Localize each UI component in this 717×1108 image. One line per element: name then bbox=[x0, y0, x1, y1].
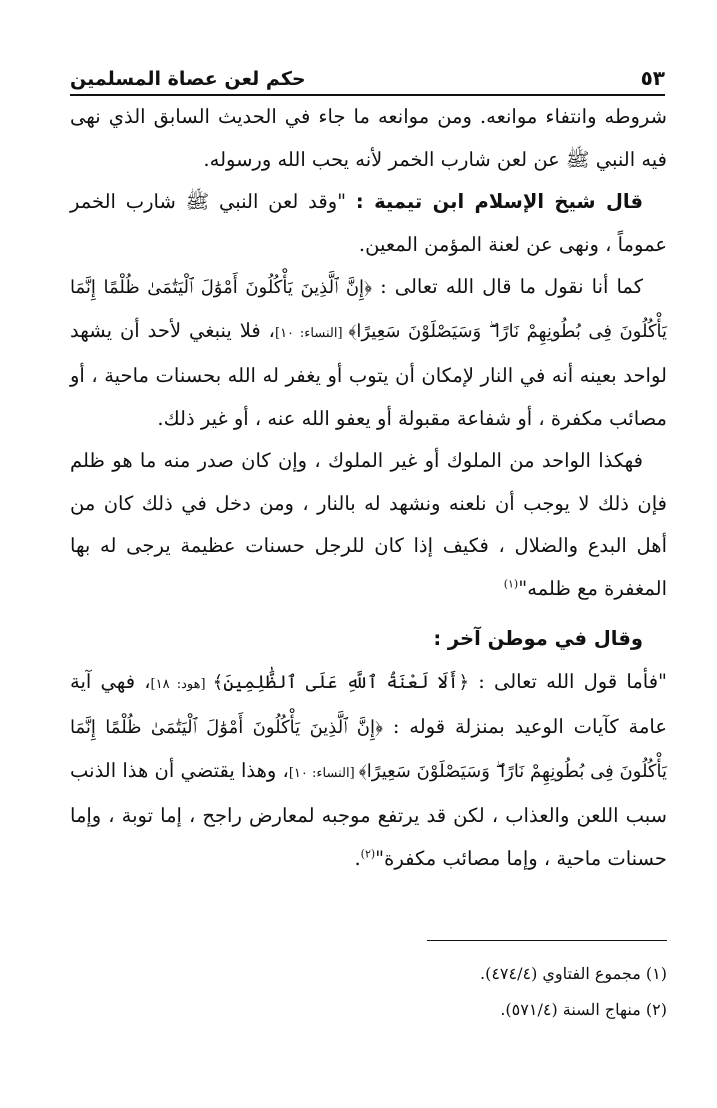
verse-reference-nisa: [النساء: ١٠] bbox=[274, 325, 349, 341]
paragraph-3-intro: كما أنا نقول ما قال الله تعالى : bbox=[372, 275, 643, 298]
footnote-1: (١) مجموع الفتاوي (٤٧٤/٤). bbox=[479, 964, 667, 983]
paragraph-6-end: . bbox=[354, 846, 361, 870]
quran-verse-nisa-10-second: ﴿إِنَّ ٱلَّذِينَ يَأْكُلُونَ أَمْوَٰلَ ٱلْيَتَٰمَىٰ ظُلْمًا إِنَّمَا يَأْكُلُونَ فِى بُطُونِهِمْ نَارًا ۖ وَسَيَصْلَوْنَ سَعِيرًا﴾ bbox=[70, 717, 667, 782]
paragraph-3 bbox=[70, 266, 667, 440]
paragraph-2 bbox=[70, 181, 667, 266]
paragraph-3-rest: ، فلا ينبغي لأحد أن يشهد لواحد بعينه أنه في النار لإمكان أن يتوب أو يغفر له الله بحسنات ماحية ، أو مصائب مكفرة ، أو شفاعة مقبولة أو يعفو الله عنه ، أو غير ذلك. bbox=[70, 318, 667, 430]
paragraph-6-rest: ، وهذا يقتضي أن هذا الذنب سبب اللعن والعذاب ، لكن قد يرتفع موجبه لمعارض راجح ، إما توبة ، وإما حسنات ماحية ، وإما مصائب مكفرة" bbox=[70, 758, 667, 870]
footnotes bbox=[300, 956, 667, 1028]
paragraph-1: شروطه وانتفاء موانعه. ومن موانعه ما جاء في الحديث السابق الذي نهى فيه النبي ﷺ عن لعن شارب الخمر لأنه يحب الله ورسوله. bbox=[70, 105, 667, 171]
quran-verse-nisa-10: ﴿إِنَّ ٱلَّذِينَ يَأْكُلُونَ أَمْوَٰلَ ٱلْيَتَٰمَىٰ ظُلْمًا إِنَّمَا يَأْكُلُونَ فِى بُطُونِهِمْ نَارًا ۖ وَسَيَصْلَوْنَ سَعِيرًا﴾ bbox=[70, 277, 668, 342]
quran-verse-hud-18: ﴿أَلَا لَعْنَةُ ٱللَّهِ عَلَى ٱلظَّٰلِمِينَ﴾ bbox=[212, 671, 470, 693]
verse-reference-hud: [هود: ١٨] bbox=[150, 676, 213, 692]
subheading-another-place: وقال في موطن آخر : bbox=[433, 627, 643, 650]
verse-reference-nisa-second: [النساء: ١٠] bbox=[288, 765, 359, 781]
running-title: حكم لعن عصاة المسلمين bbox=[70, 68, 306, 90]
footnote-marker-1: (١) bbox=[503, 577, 519, 590]
footnote-marker-2: (٢) bbox=[360, 847, 376, 860]
paragraph-6-intro: "فأما قول الله تعالى : bbox=[469, 669, 667, 693]
page-number: ٥٣ bbox=[640, 66, 665, 90]
paragraph-6 bbox=[70, 661, 667, 881]
footnote-separator bbox=[427, 940, 667, 941]
paragraph-2-text: "وقد لعن النبي ﷺ شارب الخمر عموماً ، ونهى عن لعنة المؤمن المعين. bbox=[70, 190, 667, 256]
paragraph-4 bbox=[70, 440, 667, 610]
paragraph-4-text: فهكذا الواحد من الملوك أو غير الملوك ، وإن كان صدر منه ما هو ظلم فإن ذلك لا يوجب أن نلعنه ونشهد له بالنار ، ومن دخل في ذلك كان من أهل البدع والضلال ، فكيف إذا كان للرجل حسنات عظيمة يرجى له بها المغفرة مع ظلمه" bbox=[70, 449, 667, 600]
footnote-2: (٢) منهاج السنة (٥٧١/٤). bbox=[500, 1000, 667, 1019]
ibn-taymiyya-label: قال شيخ الإسلام ابن تيمية : bbox=[355, 190, 643, 213]
running-header bbox=[70, 56, 665, 96]
paragraph-6-middle: ، فهي آية عامة كآيات الوعيد بمنزلة قوله : bbox=[70, 669, 667, 738]
page-body bbox=[70, 96, 667, 880]
